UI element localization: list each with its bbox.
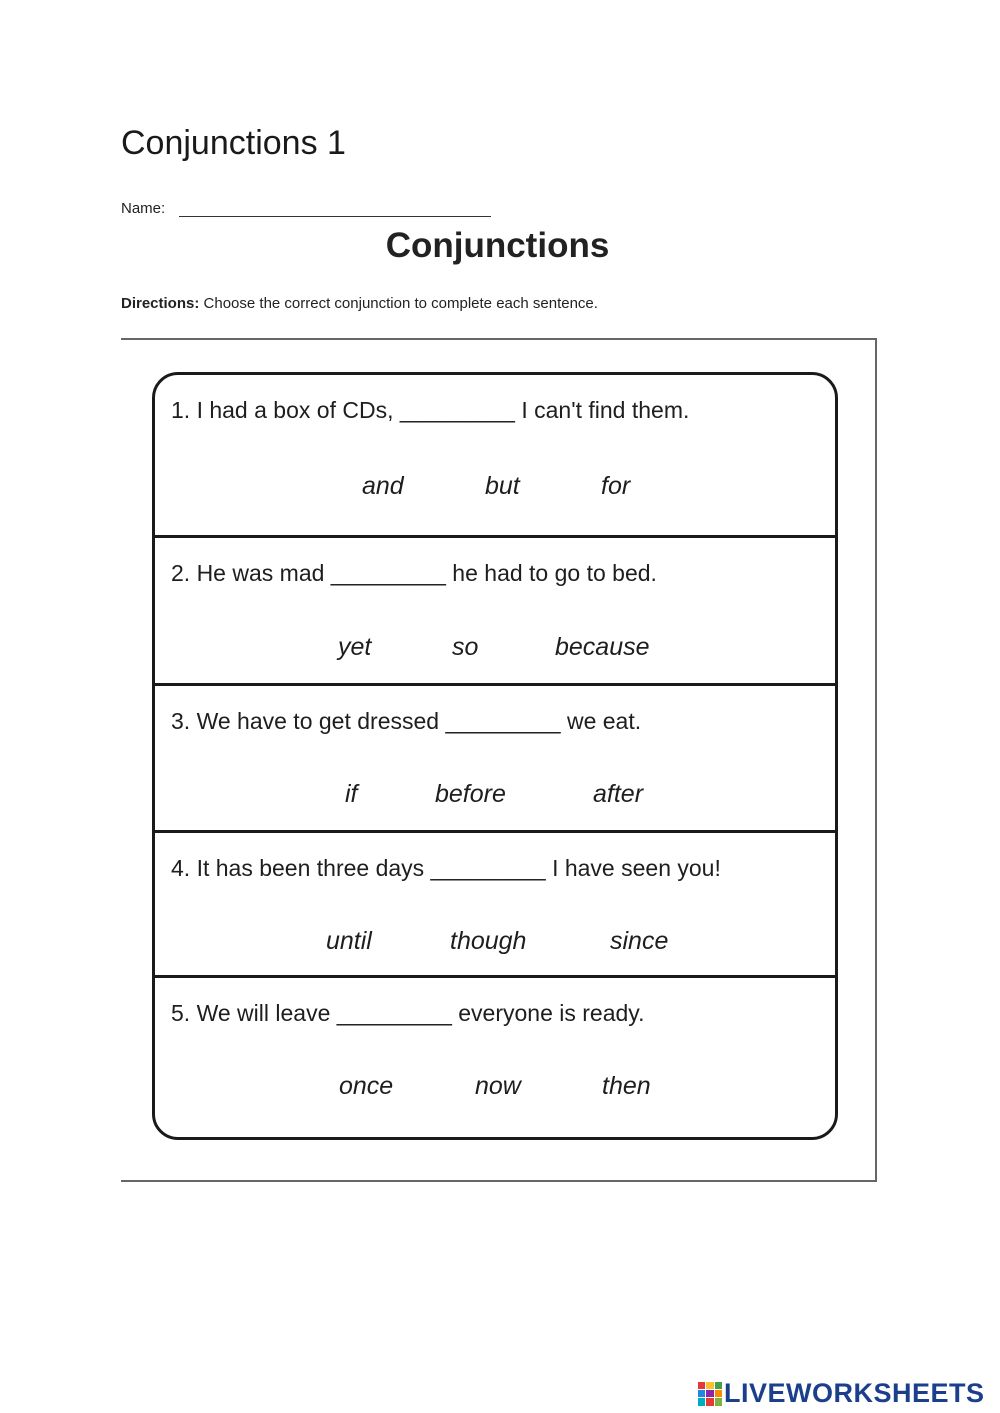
directions-text: Choose the correct conjunction to complete each sentence. bbox=[199, 295, 598, 312]
liveworksheets-logo bbox=[698, 1378, 985, 1409]
questions-box bbox=[152, 372, 838, 1140]
question-5 bbox=[155, 975, 835, 1126]
logo-text: LIVEWORKSHEETS bbox=[724, 1378, 985, 1408]
question-text: 5. We will leave _________ everyone is ready. bbox=[171, 1000, 645, 1026]
option[interactable]: and bbox=[362, 472, 404, 500]
question-3 bbox=[155, 683, 835, 834]
option[interactable]: but bbox=[485, 472, 520, 500]
option[interactable]: yet bbox=[338, 633, 372, 661]
worksheet-heading: Conjunctions bbox=[385, 226, 610, 265]
name-label: Name: bbox=[121, 200, 166, 217]
page-title: Conjunctions 1 bbox=[121, 124, 346, 162]
name-row bbox=[121, 200, 491, 217]
question-text: 1. I had a box of CDs, _________ I can't find them. bbox=[171, 397, 690, 423]
option[interactable]: so bbox=[452, 633, 479, 661]
option[interactable]: though bbox=[450, 927, 527, 955]
question-2 bbox=[155, 535, 835, 686]
option[interactable]: since bbox=[610, 927, 669, 955]
question-4 bbox=[155, 830, 835, 981]
name-line bbox=[179, 202, 491, 217]
question-text: 4. It has been three days _________ I have seen you! bbox=[171, 855, 721, 881]
option[interactable]: then bbox=[602, 1072, 651, 1100]
option[interactable]: before bbox=[435, 780, 506, 808]
question-text: 2. He was mad _________ he had to go to bed. bbox=[171, 560, 657, 586]
logo-grid-icon bbox=[698, 1382, 722, 1406]
option[interactable]: once bbox=[339, 1072, 394, 1100]
directions bbox=[121, 295, 598, 312]
directions-label: Directions: bbox=[121, 295, 200, 312]
option[interactable]: if bbox=[345, 780, 358, 808]
option[interactable]: because bbox=[555, 633, 650, 661]
option[interactable]: after bbox=[593, 780, 644, 808]
question-1 bbox=[155, 375, 835, 523]
question-text: 3. We have to get dressed _________ we eat. bbox=[171, 708, 642, 734]
option[interactable]: for bbox=[601, 472, 631, 500]
option[interactable]: now bbox=[475, 1072, 521, 1100]
option[interactable]: until bbox=[326, 927, 372, 955]
